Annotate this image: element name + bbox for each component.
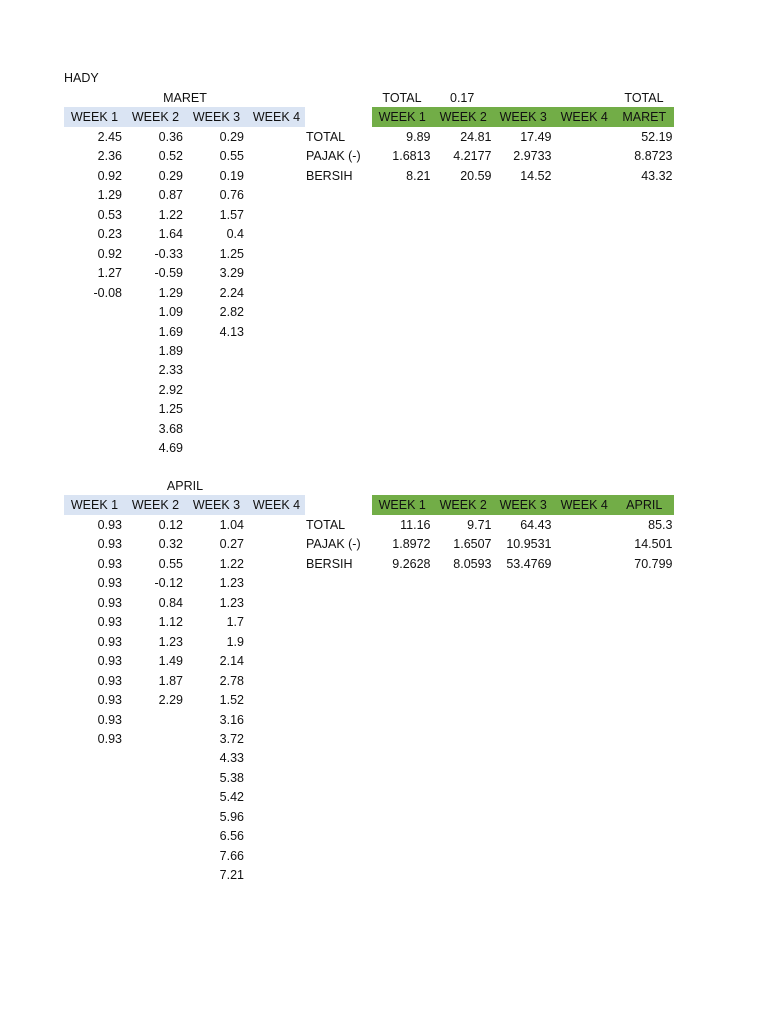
- week-value-cell[interactable]: 0.93: [97, 731, 122, 746]
- week-value-cell[interactable]: 1.12: [158, 615, 183, 630]
- summary-total-label: TOTAL: [382, 91, 422, 105]
- week-value-cell[interactable]: 0.12: [158, 518, 183, 532]
- week-value-cell[interactable]: 2.14: [219, 654, 244, 669]
- month-title: MARET: [163, 91, 207, 105]
- summary-header-cell: WEEK 1: [378, 498, 426, 512]
- week-value-cell[interactable]: 0.27: [219, 537, 244, 552]
- week-value-cell[interactable]: 0.93: [97, 556, 122, 571]
- week-value-cell[interactable]: 0.93: [97, 634, 122, 649]
- summary-header-cell: WEEK 2: [439, 498, 487, 512]
- summary-value-cell[interactable]: 8.0593: [453, 556, 492, 571]
- week-value-cell[interactable]: 3.16: [219, 712, 244, 727]
- summary-value-cell[interactable]: 4.2177: [453, 149, 492, 164]
- summary-value-cell[interactable]: 43.32: [641, 168, 673, 183]
- week-header-cell: WEEK 2: [131, 498, 180, 512]
- week-value-cell[interactable]: 0.92: [97, 168, 122, 183]
- summary-value-cell[interactable]: 8.8723: [634, 149, 673, 164]
- summary-header-cell: MARET: [622, 110, 667, 124]
- week-value-cell[interactable]: 1.89: [158, 343, 183, 358]
- summary-row-label: TOTAL: [306, 518, 346, 532]
- week-value-cell[interactable]: 1.04: [219, 518, 244, 532]
- summary-value-cell[interactable]: 10.9531: [506, 537, 552, 552]
- summary-value-cell[interactable]: 1.6507: [453, 537, 492, 552]
- summary-value-cell[interactable]: 52.19: [641, 130, 673, 144]
- week-value-cell[interactable]: 3.29: [219, 266, 244, 281]
- summary-value-cell[interactable]: 70.799: [634, 556, 673, 571]
- summary-row-label: PAJAK (-): [306, 537, 361, 552]
- week-value-cell[interactable]: -0.08: [93, 285, 122, 300]
- week-value-cell[interactable]: 0.29: [219, 130, 244, 144]
- summary-header-cell: WEEK 4: [560, 498, 608, 512]
- week-value-cell[interactable]: 7.21: [219, 868, 244, 883]
- summary-grand-total-label: TOTAL: [624, 91, 664, 105]
- summary-header-cell: WEEK 2: [439, 110, 487, 124]
- week-value-cell[interactable]: 0.55: [158, 556, 183, 571]
- sheet-owner-label: HADY: [64, 71, 99, 85]
- week-value-cell[interactable]: 6.56: [219, 829, 244, 844]
- week-value-cell[interactable]: 5.38: [219, 770, 244, 785]
- summary-value-cell[interactable]: 14.501: [634, 537, 673, 552]
- week-value-cell[interactable]: 0.92: [97, 246, 122, 261]
- week-value-cell[interactable]: 1.29: [158, 285, 183, 300]
- week-value-cell[interactable]: 1.49: [158, 654, 183, 669]
- week-value-cell[interactable]: 1.23: [219, 576, 244, 591]
- summary-value-cell[interactable]: 9.71: [467, 518, 492, 532]
- week-value-cell[interactable]: 0.19: [219, 168, 244, 183]
- summary-header-cell: APRIL: [626, 498, 663, 512]
- week-value-cell[interactable]: 0.93: [97, 673, 122, 688]
- summary-value-cell[interactable]: 1.8972: [392, 537, 431, 552]
- week-value-cell[interactable]: 0.36: [158, 130, 183, 144]
- summary-value-cell[interactable]: 1.6813: [392, 149, 431, 164]
- summary-value-cell[interactable]: 53.4769: [506, 556, 552, 571]
- summary-header-cell: WEEK 1: [378, 110, 426, 124]
- week-value-cell[interactable]: 1.23: [158, 634, 183, 649]
- week-value-cell[interactable]: 0.23: [97, 227, 122, 242]
- week-value-cell[interactable]: 0.29: [158, 168, 183, 183]
- week-header-cell: WEEK 2: [131, 110, 180, 124]
- week-value-cell[interactable]: 2.33: [158, 363, 183, 378]
- week-value-cell[interactable]: 2.36: [97, 149, 122, 164]
- week-value-cell[interactable]: 0.4: [226, 227, 244, 242]
- week-header-cell: WEEK 4: [252, 110, 301, 124]
- summary-value-cell[interactable]: 11.16: [400, 518, 431, 532]
- week-value-cell[interactable]: 1.25: [158, 402, 183, 417]
- week-value-cell[interactable]: 1.69: [158, 324, 183, 339]
- summary-value-cell[interactable]: 9.89: [406, 130, 431, 144]
- summary-row-label: PAJAK (-): [306, 149, 361, 164]
- summary-value-cell[interactable]: 17.49: [520, 130, 552, 144]
- week-value-cell[interactable]: 1.22: [219, 556, 244, 571]
- summary-header-cell: WEEK 3: [499, 110, 547, 124]
- week-header-cell: WEEK 3: [192, 498, 241, 512]
- week-value-cell[interactable]: 0.87: [158, 188, 183, 203]
- summary-row-label: TOTAL: [306, 130, 346, 144]
- week-value-cell[interactable]: 1.87: [158, 673, 183, 688]
- week-value-cell[interactable]: 2.82: [219, 305, 244, 320]
- week-value-cell[interactable]: 3.72: [219, 731, 244, 746]
- week-value-cell[interactable]: 1.23: [219, 595, 244, 610]
- week-value-cell[interactable]: 1.22: [158, 207, 183, 222]
- week-value-cell[interactable]: 7.66: [219, 848, 244, 863]
- summary-value-cell[interactable]: 24.81: [460, 130, 492, 144]
- week-value-cell[interactable]: 1.09: [158, 305, 183, 320]
- week-value-cell[interactable]: 1.52: [219, 693, 244, 708]
- summary-value-cell[interactable]: 20.59: [460, 168, 492, 183]
- summary-value-cell[interactable]: 9.2628: [392, 556, 431, 571]
- week-value-cell[interactable]: 3.68: [158, 421, 183, 436]
- week-value-cell[interactable]: 0.52: [158, 149, 183, 164]
- week-value-cell[interactable]: 4.13: [219, 324, 244, 339]
- summary-value-cell[interactable]: 64.43: [520, 518, 552, 532]
- week-value-cell[interactable]: 0.93: [97, 712, 122, 727]
- week-value-cell[interactable]: 0.93: [97, 615, 122, 630]
- summary-header-cell: WEEK 3: [499, 498, 547, 512]
- summary-value-cell[interactable]: 85.3: [648, 518, 673, 532]
- summary-header-cell: WEEK 4: [560, 110, 608, 124]
- week-value-cell[interactable]: 2.78: [219, 673, 244, 688]
- tax-rate-value: 0.17: [450, 91, 475, 105]
- week-value-cell[interactable]: 0.55: [219, 149, 244, 164]
- week-value-cell[interactable]: 2.24: [219, 285, 244, 300]
- week-value-cell[interactable]: 1.29: [97, 188, 122, 203]
- month-title: APRIL: [166, 479, 204, 493]
- week-value-cell[interactable]: 0.84: [158, 595, 183, 610]
- week-value-cell[interactable]: 5.96: [219, 809, 244, 824]
- summary-value-cell[interactable]: 2.9733: [513, 149, 552, 164]
- week-value-cell[interactable]: 1.27: [97, 266, 122, 281]
- week-value-cell[interactable]: 1.25: [219, 246, 244, 261]
- week-header-cell: WEEK 4: [252, 498, 301, 512]
- week-header-cell: WEEK 1: [70, 110, 119, 124]
- week-value-cell[interactable]: 2.29: [158, 693, 183, 708]
- week-header-cell: WEEK 3: [192, 110, 241, 124]
- week-value-cell[interactable]: 1.64: [158, 227, 183, 242]
- week-header-cell: WEEK 1: [70, 498, 119, 512]
- week-value-cell[interactable]: 0.93: [97, 576, 122, 591]
- week-value-cell[interactable]: 0.53: [97, 207, 122, 222]
- week-value-cell[interactable]: 5.42: [219, 790, 244, 805]
- week-value-cell[interactable]: 0.93: [97, 518, 122, 532]
- week-value-cell[interactable]: 0.93: [97, 595, 122, 610]
- week-value-cell[interactable]: 2.92: [158, 382, 183, 397]
- week-value-cell[interactable]: 1.57: [219, 207, 244, 222]
- summary-row-label: BERSIH: [306, 168, 353, 183]
- week-value-cell[interactable]: 0.93: [97, 537, 122, 552]
- summary-value-cell[interactable]: 8.21: [406, 168, 431, 183]
- week-value-cell[interactable]: -0.33: [154, 246, 183, 261]
- week-value-cell[interactable]: 0.32: [158, 537, 183, 552]
- week-value-cell[interactable]: 1.7: [226, 615, 244, 630]
- summary-row-label: BERSIH: [306, 556, 353, 571]
- week-value-cell[interactable]: -0.59: [154, 266, 183, 281]
- week-value-cell[interactable]: 0.93: [97, 654, 122, 669]
- week-value-cell[interactable]: 2.45: [97, 130, 122, 144]
- week-value-cell[interactable]: 1.9: [226, 634, 244, 649]
- week-value-cell[interactable]: 4.69: [158, 441, 183, 456]
- week-value-cell[interactable]: 0.76: [219, 188, 244, 203]
- week-value-cell[interactable]: -0.12: [154, 576, 183, 591]
- week-value-cell[interactable]: 0.93: [97, 693, 122, 708]
- week-value-cell[interactable]: 4.33: [219, 751, 244, 766]
- summary-value-cell[interactable]: 14.52: [520, 168, 552, 183]
